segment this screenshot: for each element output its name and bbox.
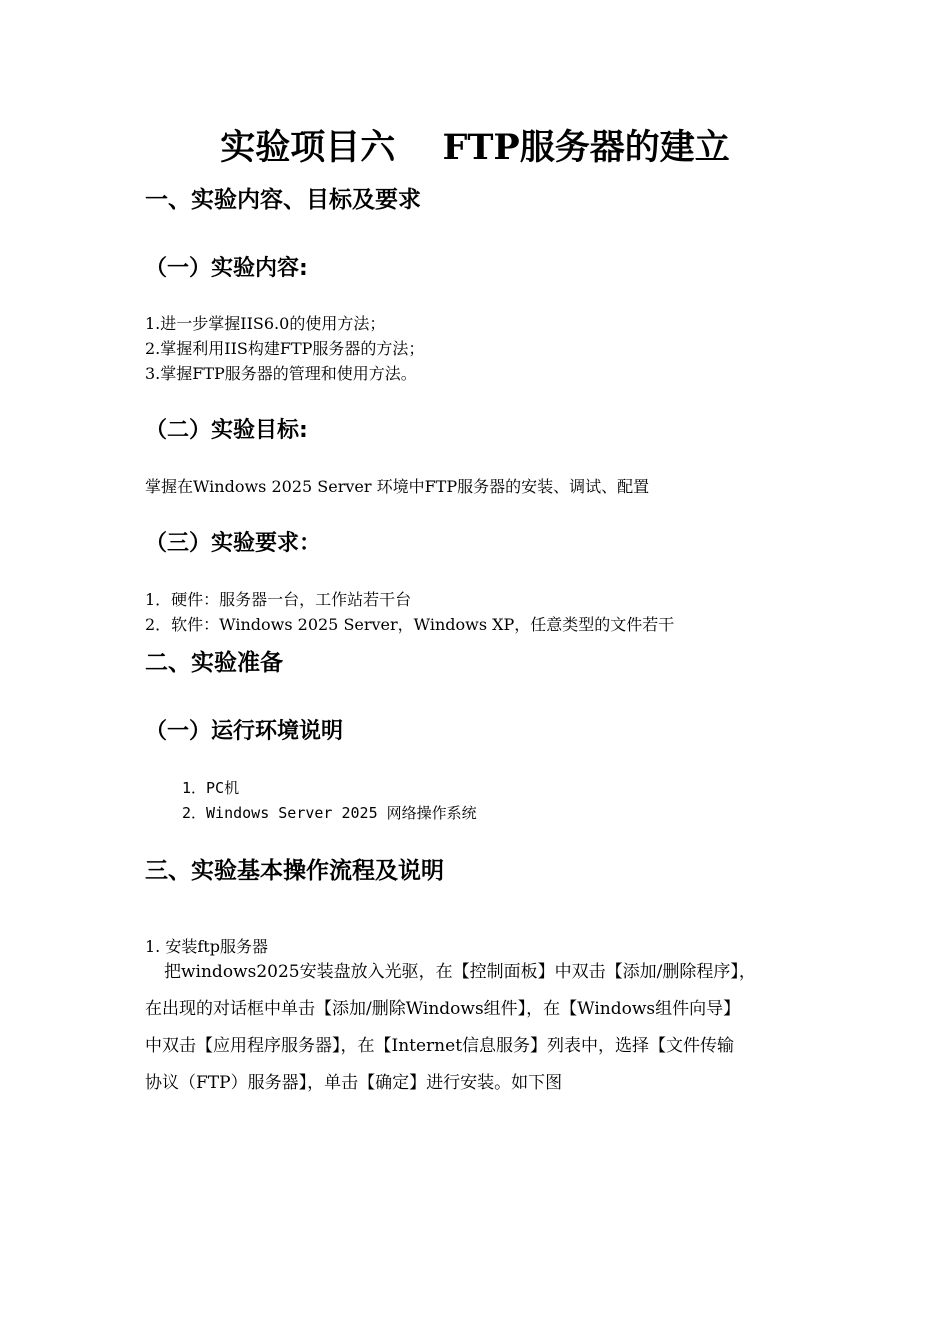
- environment-item-2: 2．Windows Server 2025 网络操作系统: [182, 804, 477, 822]
- requirement-item-1: 1．硬件：服务器一台，工作站若干台: [145, 590, 412, 609]
- content-item-3: 3.掌握FTP服务器的管理和使用方法。: [145, 364, 417, 383]
- subsection-heading-requirements: （三）实验要求：: [145, 531, 322, 556]
- step-1-label: 1. 安装ftp服务器: [145, 937, 268, 956]
- section-heading-1: 一、实验内容、目标及要求: [145, 187, 421, 213]
- step-1-line-4: 协议（FTP）服务器】，单击【确定】进行安装。如下图: [145, 1073, 563, 1093]
- goal-text: 掌握在Windows 2025 Server 环境中FTP服务器的安装、调试、配置: [145, 477, 650, 496]
- content-item-2: 2.掌握利用IIS构建FTP服务器的方法；: [145, 339, 425, 358]
- subsection-heading-content: （一）实验内容:: [145, 256, 308, 281]
- subsection-heading-environment: （一）运行环境说明: [145, 719, 344, 744]
- section-heading-3: 三、实验基本操作流程及说明: [145, 858, 444, 884]
- environment-item-1: 1．PC机: [182, 779, 240, 797]
- step-1-line-3: 中双击【应用程序服务器】，在【Internet信息服务】列表中，选择【文件传输: [145, 1036, 735, 1056]
- subsection-heading-goal: （二）实验目标:: [145, 418, 308, 443]
- content-item-1: 1.进一步掌握IIS6.0的使用方法；: [145, 314, 386, 333]
- step-1-line-2: 在出现的对话框中单击【添加/删除Windows组件】，在【Windows组件向导】: [145, 999, 741, 1019]
- step-1-line-1: 把windows2025安装盘放入光驱，在【控制面板】中双击【添加/删除程序】，: [164, 962, 756, 982]
- requirement-item-2: 2．软件：Windows 2025 Server，Windows XP，任意类型的文件若干: [145, 615, 675, 634]
- document-title: 实验项目六 FTP服务器的建立: [220, 127, 730, 168]
- section-heading-2: 二、实验准备: [145, 650, 283, 676]
